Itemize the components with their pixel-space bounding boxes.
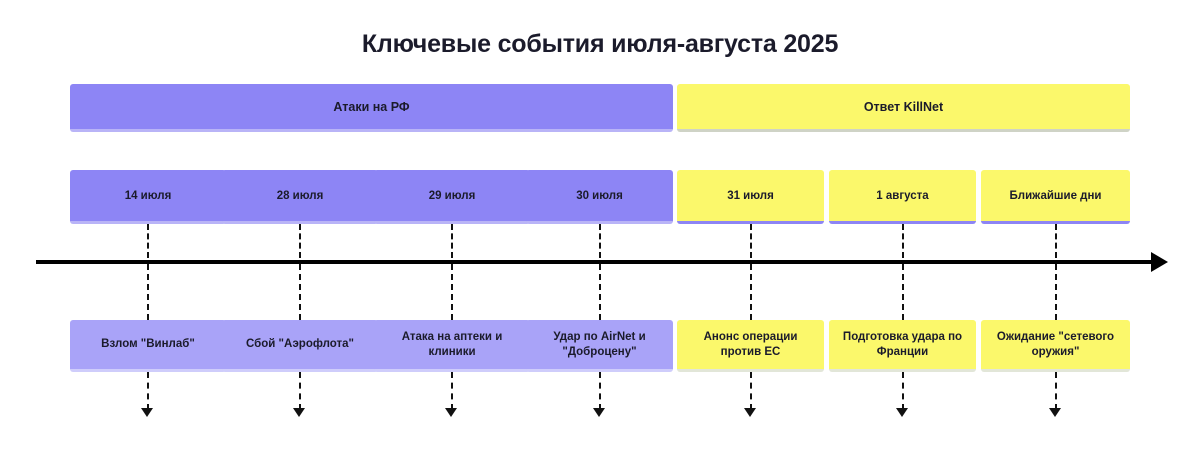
date-card-6-label: 1 августа (876, 189, 929, 202)
event-card-4-label: Удар по AirNet и "Доброцену" (553, 331, 646, 358)
date-card-3 (374, 170, 530, 224)
event-card-5-label: Анонс операции против ЕС (703, 331, 798, 358)
date-card-3-label: 29 июля (428, 189, 476, 202)
connector-top-4 (599, 224, 601, 258)
event-card-6 (829, 320, 976, 372)
connector-bottom-5 (750, 264, 752, 320)
phase-banner-response-label: Ответ KillNet (863, 99, 944, 114)
date-card-1 (70, 170, 226, 224)
connector-bottom-3 (451, 264, 453, 320)
event-card-5 (677, 320, 824, 372)
event-card-1-label: Взлом "Винлаб" (101, 338, 195, 351)
event-card-3 (374, 320, 530, 372)
date-card-7 (981, 170, 1130, 224)
connector-tail-1 (147, 372, 149, 410)
event-card-7-label: Ожидание "сетевого оружия" (996, 331, 1115, 358)
event-card-2-label: Сбой "Аэрофлота" (246, 338, 354, 351)
connector-top-7 (1055, 224, 1057, 258)
connector-tail-6 (902, 372, 904, 410)
timeline-arrow-icon (1151, 252, 1168, 272)
tail-arrow-icon-2 (293, 408, 305, 417)
event-card-4 (526, 320, 673, 372)
date-card-2-label: 28 июля (276, 189, 324, 202)
connector-top-2 (299, 224, 301, 258)
timeline-axis (36, 260, 1156, 264)
date-card-4-label: 30 июля (576, 189, 623, 202)
event-card-6-label: Подготовка удара по Франции (842, 331, 963, 358)
event-card-7 (981, 320, 1130, 372)
date-card-4 (526, 170, 673, 224)
connector-bottom-6 (902, 264, 904, 320)
phase-banner-attacks (70, 84, 673, 132)
connector-top-6 (902, 224, 904, 258)
connector-top-1 (147, 224, 149, 258)
date-card-7-label: Ближайшие дни (1009, 189, 1102, 202)
event-card-2 (222, 320, 378, 372)
phase-banner-attacks-label: Атаки на РФ (333, 99, 410, 114)
connector-tail-4 (599, 372, 601, 410)
connector-top-3 (451, 224, 453, 258)
page-title: Ключевые события июля-августа 2025 (361, 30, 839, 58)
tail-arrow-icon-7 (1049, 408, 1061, 417)
date-card-2 (222, 170, 378, 224)
connector-tail-3 (451, 372, 453, 410)
phase-banner-response (677, 84, 1130, 132)
connector-tail-7 (1055, 372, 1057, 410)
connector-bottom-7 (1055, 264, 1057, 320)
connector-tail-5 (750, 372, 752, 410)
event-card-3-label: Атака на аптеки и клиники (401, 331, 503, 358)
connector-bottom-1 (147, 264, 149, 320)
date-card-6 (829, 170, 976, 224)
date-card-5 (677, 170, 824, 224)
tail-arrow-icon-5 (744, 408, 756, 417)
tail-arrow-icon-4 (593, 408, 605, 417)
tail-arrow-icon-1 (141, 408, 153, 417)
date-card-5-label: 31 июля (727, 189, 774, 202)
connector-bottom-2 (299, 264, 301, 320)
event-card-1 (70, 320, 226, 372)
tail-arrow-icon-6 (896, 408, 908, 417)
connector-top-5 (750, 224, 752, 258)
connector-tail-2 (299, 372, 301, 410)
tail-arrow-icon-3 (445, 408, 457, 417)
date-card-1-label: 14 июля (124, 189, 172, 202)
connector-bottom-4 (599, 264, 601, 320)
